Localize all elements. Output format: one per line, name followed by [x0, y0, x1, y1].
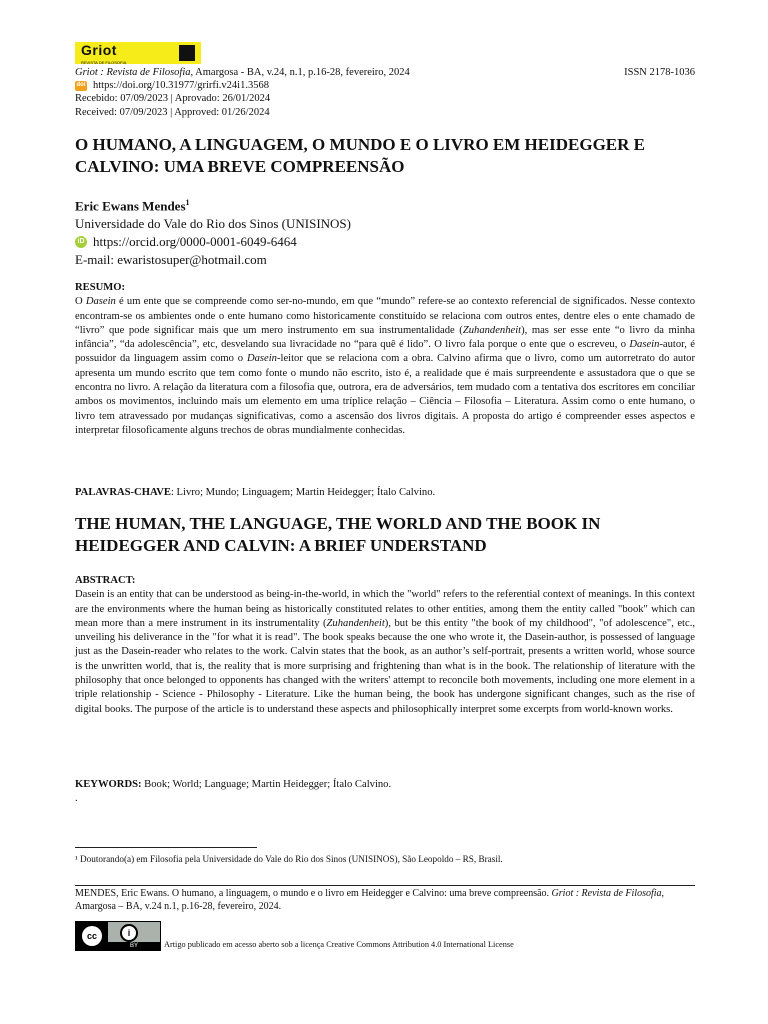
author-email[interactable]: E-mail: ewaristosuper@hotmail.com: [75, 252, 267, 268]
keywords-heading: KEYWORDS:: [75, 779, 142, 790]
journal-volume: , Amargosa - BA, v.24, n.1, p.16-28, fevereiro, 2024: [190, 67, 410, 78]
logo-emblem-icon: [179, 45, 195, 61]
logo-subtitle: REVISTA DE FILOSOFIA: [81, 59, 127, 65]
palavras-chave: [75, 486, 695, 500]
keywords-text: Book; World; Language; Martin Heidegger; Ítalo Calvino.: [141, 779, 392, 790]
resumo-heading: RESUMO:: [75, 282, 126, 293]
license-text: Artigo publicado em acesso aberto sob a licença Creative Commons Attribution 4.0 International License: [164, 940, 514, 949]
cc-by-badge[interactable]: [75, 921, 161, 951]
keywords: [75, 778, 695, 807]
footnote-text: ¹ Doutorando(a) em Filosofia pela Universidade do Vale do Rio dos Sinos (UNISINOS), São Leopoldo – RS, Brasil.: [75, 854, 503, 864]
resumo-section: [75, 281, 695, 438]
attribution-icon: i: [120, 924, 138, 942]
author-block: [75, 194, 695, 269]
doi-icon: doi: [75, 81, 87, 91]
article-title-pt: O HUMANO, A LINGUAGEM, O MUNDO E O LIVRO EM HEIDEGGER E CALVINO: UMA BREVE COMPREENSÃO: [75, 135, 646, 176]
dates-pt: Recebido: 07/09/2023 | Aprovado: 26/01/2024: [75, 93, 271, 105]
orcid-link[interactable]: https://orcid.org/0000-0001-6049-6464: [93, 234, 297, 250]
citation-text: MENDES, Eric Ewans. O humano, a linguagem, o mundo e o livro em Heidegger e Calvino: uma breve compreensão. Griot : Revista de Filosofia, Amargosa – BA, v.24 n.1, p.16-28, fevereiro, 2024.: [75, 888, 665, 912]
abstract-heading: ABSTRACT:: [75, 575, 136, 586]
doi-link[interactable]: https://doi.org/10.31977/grirfi.v24i1.3568: [93, 80, 269, 92]
article-title-en: THE HUMAN, THE LANGUAGE, THE WORLD AND THE BOOK IN HEIDEGGER AND CALVIN: A BRIEF UNDERSTAND: [75, 514, 601, 555]
resumo-text: O Dasein é um ente que se compreende como ser-no-mundo, em que “mundo” refere-se ao contexto referencial de significados. Nesse contexto encontram-se os ambientes onde o ente humano como historicamente constituído se relaciona com outros entes, dentre eles o ente chamado de “livro” que pode significar mais que um mero instrumento em sua instrumentalidade (Zuhandenheit), mas ser esse ente “o livro da minha infância”, “da adolescência”, etc, desvelando sua livracidade no “para quê é lido”. O livro fala porque o ente que o escreveu, o Dasein-autor, é possuidor da linguagem assim como o Dasein-leitor que se relaciona com a obra. Calvino afirma que o livro, como um autorretrato do autor apresenta um mundo escrito que tem como fonte o mundo não escrito, isto é, a realidade que é mais surpreendente e assustadora que o que se encontra no livro. A relação da literatura com a filosofia que, outrora, era de adversários, tem mudado com a tentativa dos escritores em conciliar ambos os movimentos, incluindo mais um elemento em uma tríplice relação – Ciência – Filosofia – Literatura. Assim como o ente humano, o livro tem atravessado por mudanças significativas, como a ascensão dos livros digitais. A proposta do artigo é compreender esses aspectos e interpretar filosoficamente alguns trechos de obras mundialmente conhecidas.: [75, 296, 696, 436]
abstract-text: Dasein is an entity that can be understood as being-in-the-world, in which the "world" refers to the referential context of meanings. In this context are the environments where the human being as historically constituted relates to other entities, among them the entity called "book" which can mean more than a mere instrument in its instrumentality (Zuhandenheit), but be this entity "the book of my childhood", "of adolescence", etc., unveiling his deliverance in the "for what it is read". The book speaks because the one who wrote it, the Dasein-author, is possessed of language just as the Dasein-reader who relates to the work. Calvin states that the book, as an author’s self-portrait, presents a written world, whose source is the unwritten world, that is, the reality that is more surprising and frightening than what is in the book. The relationship of literature with the philosophy that once belonged to opponents has changed with the writers' attempt to reconcile both movements, including one more element in a triple relationship - Science - Philosophy - Literature. Like the human being, the book has undergone significant changes, such as the rise of digital books. The purpose of the article is to understand these aspects and philosophically interpret some excerpts from world-known works.: [75, 589, 695, 715]
journal-reference: [75, 66, 410, 79]
abstract-section: [75, 574, 695, 717]
palavras-chave-text: : Livro; Mundo; Linguagem; Martin Heidegger; Ítalo Calvino.: [170, 487, 436, 498]
logo-wordmark: Griot: [81, 41, 117, 58]
journal-name: Griot : Revista de Filosofia: [75, 67, 191, 78]
trailing-dot: .: [75, 793, 78, 805]
by-label: BY: [108, 942, 160, 950]
citation-separator: [75, 885, 695, 886]
license-block: [75, 921, 514, 951]
author-name: Eric Ewans Mendes: [75, 198, 186, 214]
footnote-mark[interactable]: 1: [185, 198, 190, 207]
author-affiliation: Universidade do Vale do Rio dos Sinos (UNISINOS): [75, 216, 351, 232]
cc-icon: cc: [82, 926, 102, 946]
article-metadata: [75, 66, 695, 119]
journal-logo: [75, 42, 201, 64]
orcid-icon: iD: [75, 236, 87, 248]
palavras-chave-heading: PALAVRAS-CHAVE: [75, 487, 171, 498]
footnote-separator: [75, 847, 257, 848]
dates-en: Received: 07/09/2023 | Approved: 01/26/2024: [75, 106, 270, 118]
issn: ISSN 2178-1036: [624, 67, 695, 78]
